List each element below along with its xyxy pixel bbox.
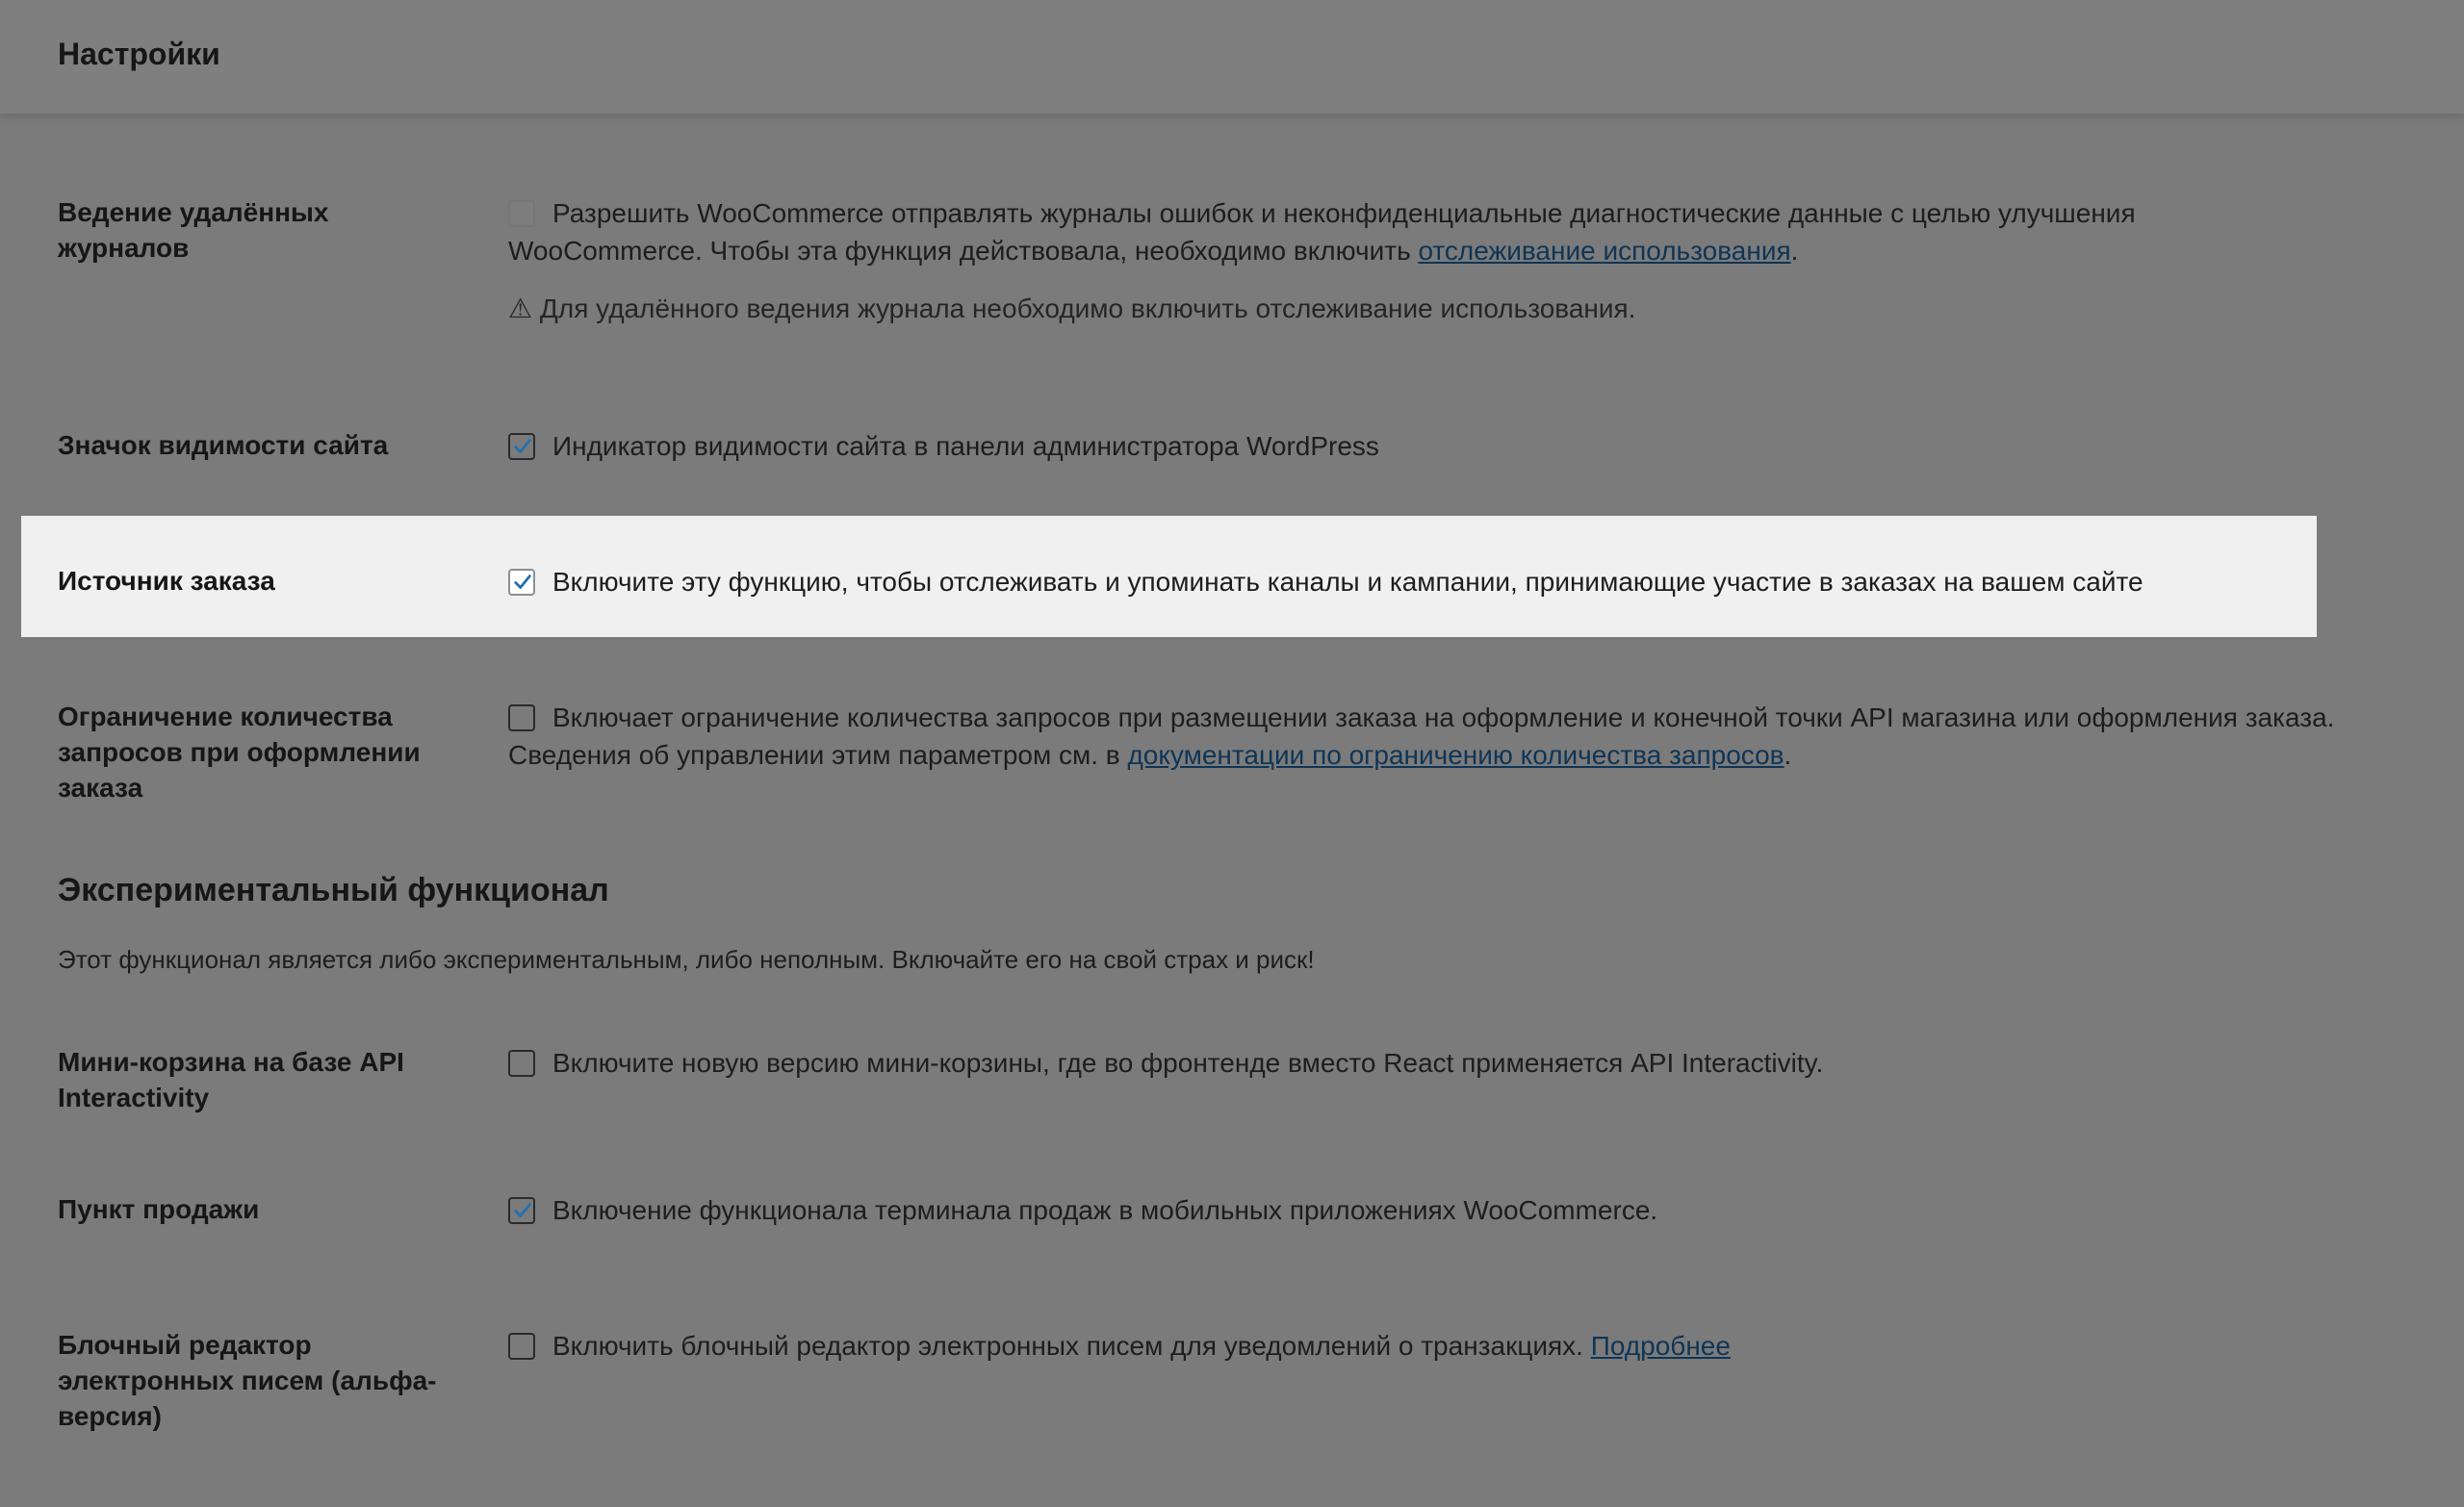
mini-cart-text: Включите новую версию мини-корзины, где во фронтенде вместо React применяется API Interactivity.: [552, 1048, 1824, 1078]
setting-field-order-attribution: [508, 563, 2337, 600]
point-of-sale-text: Включение функционала терминала продаж в мобильных приложениях WooCommerce.: [552, 1195, 1658, 1225]
check-icon: [512, 572, 533, 593]
remote-logging-notice-text: Для удалённого ведения журнала необходимо включить отслеживание использования.: [539, 294, 1636, 323]
block-email-editor-checkbox[interactable]: [508, 1333, 535, 1360]
setting-label-order-attribution: Источник заказа: [58, 566, 275, 596]
site-visibility-checkbox[interactable]: [508, 433, 535, 460]
setting-field-mini-cart: [508, 1044, 2337, 1082]
rate-limiting-text: Включает ограничение количества запросов при размещении заказа на оформление и конечной точки API магазина или оформления заказа. Сведения об управлении этим параметром см. в: [508, 702, 2335, 770]
setting-label-block-email-editor: Блочный редактор электронных писем (альфа-версия): [58, 1330, 437, 1431]
setting-field-rate-limiting: [508, 699, 2337, 774]
setting-field-block-email-editor: [508, 1327, 2337, 1365]
check-icon: [512, 1200, 533, 1221]
setting-field-point-of-sale: [508, 1191, 2337, 1229]
remote-logging-notice: [508, 291, 1635, 326]
rate-limiting-docs-link[interactable]: документации по ограничению количества запросов: [1127, 740, 1784, 770]
usage-tracking-link[interactable]: отслеживание использования: [1418, 236, 1791, 266]
rate-limiting-checkbox[interactable]: [508, 704, 535, 731]
remote-logging-checkbox[interactable]: [508, 200, 535, 227]
experimental-section-description: Этот функционал является либо экспериментальным, либо неполным. Включайте его на свой страх и риск!: [58, 945, 1315, 974]
experimental-section-title: Экспериментальный функционал: [58, 872, 609, 908]
page-title: Настройки: [58, 37, 220, 71]
setting-label-mini-cart: Мини-корзина на базе API Interactivity: [58, 1047, 404, 1112]
order-attribution-checkbox[interactable]: [508, 569, 535, 596]
remote-logging-text: Разрешить WooCommerce отправлять журналы ошибок и неконфиденциальные диагностические данные с целью улучшения WooCommerce. Чтобы эта функция действовала, необходимо включить: [508, 198, 2136, 266]
setting-label-rate-limiting: Ограничение количества запросов при оформлении заказа: [58, 702, 421, 803]
setting-field-site-visibility: [508, 427, 2337, 465]
rate-limiting-text-end: .: [1784, 740, 1792, 770]
setting-label-remote-logging: Ведение удалённых журналов: [58, 197, 329, 263]
settings-header: [0, 0, 2464, 114]
check-icon: [512, 436, 533, 457]
setting-field-remote-logging: [508, 194, 2337, 269]
mini-cart-checkbox[interactable]: [508, 1050, 535, 1077]
order-attribution-text: Включите эту функцию, чтобы отслеживать и упоминать каналы и кампании, принимающие участие в заказах на вашем сайте: [552, 567, 2143, 597]
learn-more-link[interactable]: Подробнее: [1590, 1331, 1731, 1361]
warning-icon: ⚠: [508, 294, 533, 323]
block-email-editor-text: Включить блочный редактор электронных писем для уведомлений о транзакциях.: [552, 1331, 1591, 1361]
site-visibility-text: Индикатор видимости сайта в панели администратора WordPress: [552, 431, 1379, 461]
setting-label-site-visibility: Значок видимости сайта: [58, 430, 389, 460]
remote-logging-text-end: .: [1790, 236, 1799, 266]
point-of-sale-checkbox[interactable]: [508, 1197, 535, 1224]
setting-label-point-of-sale: Пункт продажи: [58, 1194, 260, 1224]
